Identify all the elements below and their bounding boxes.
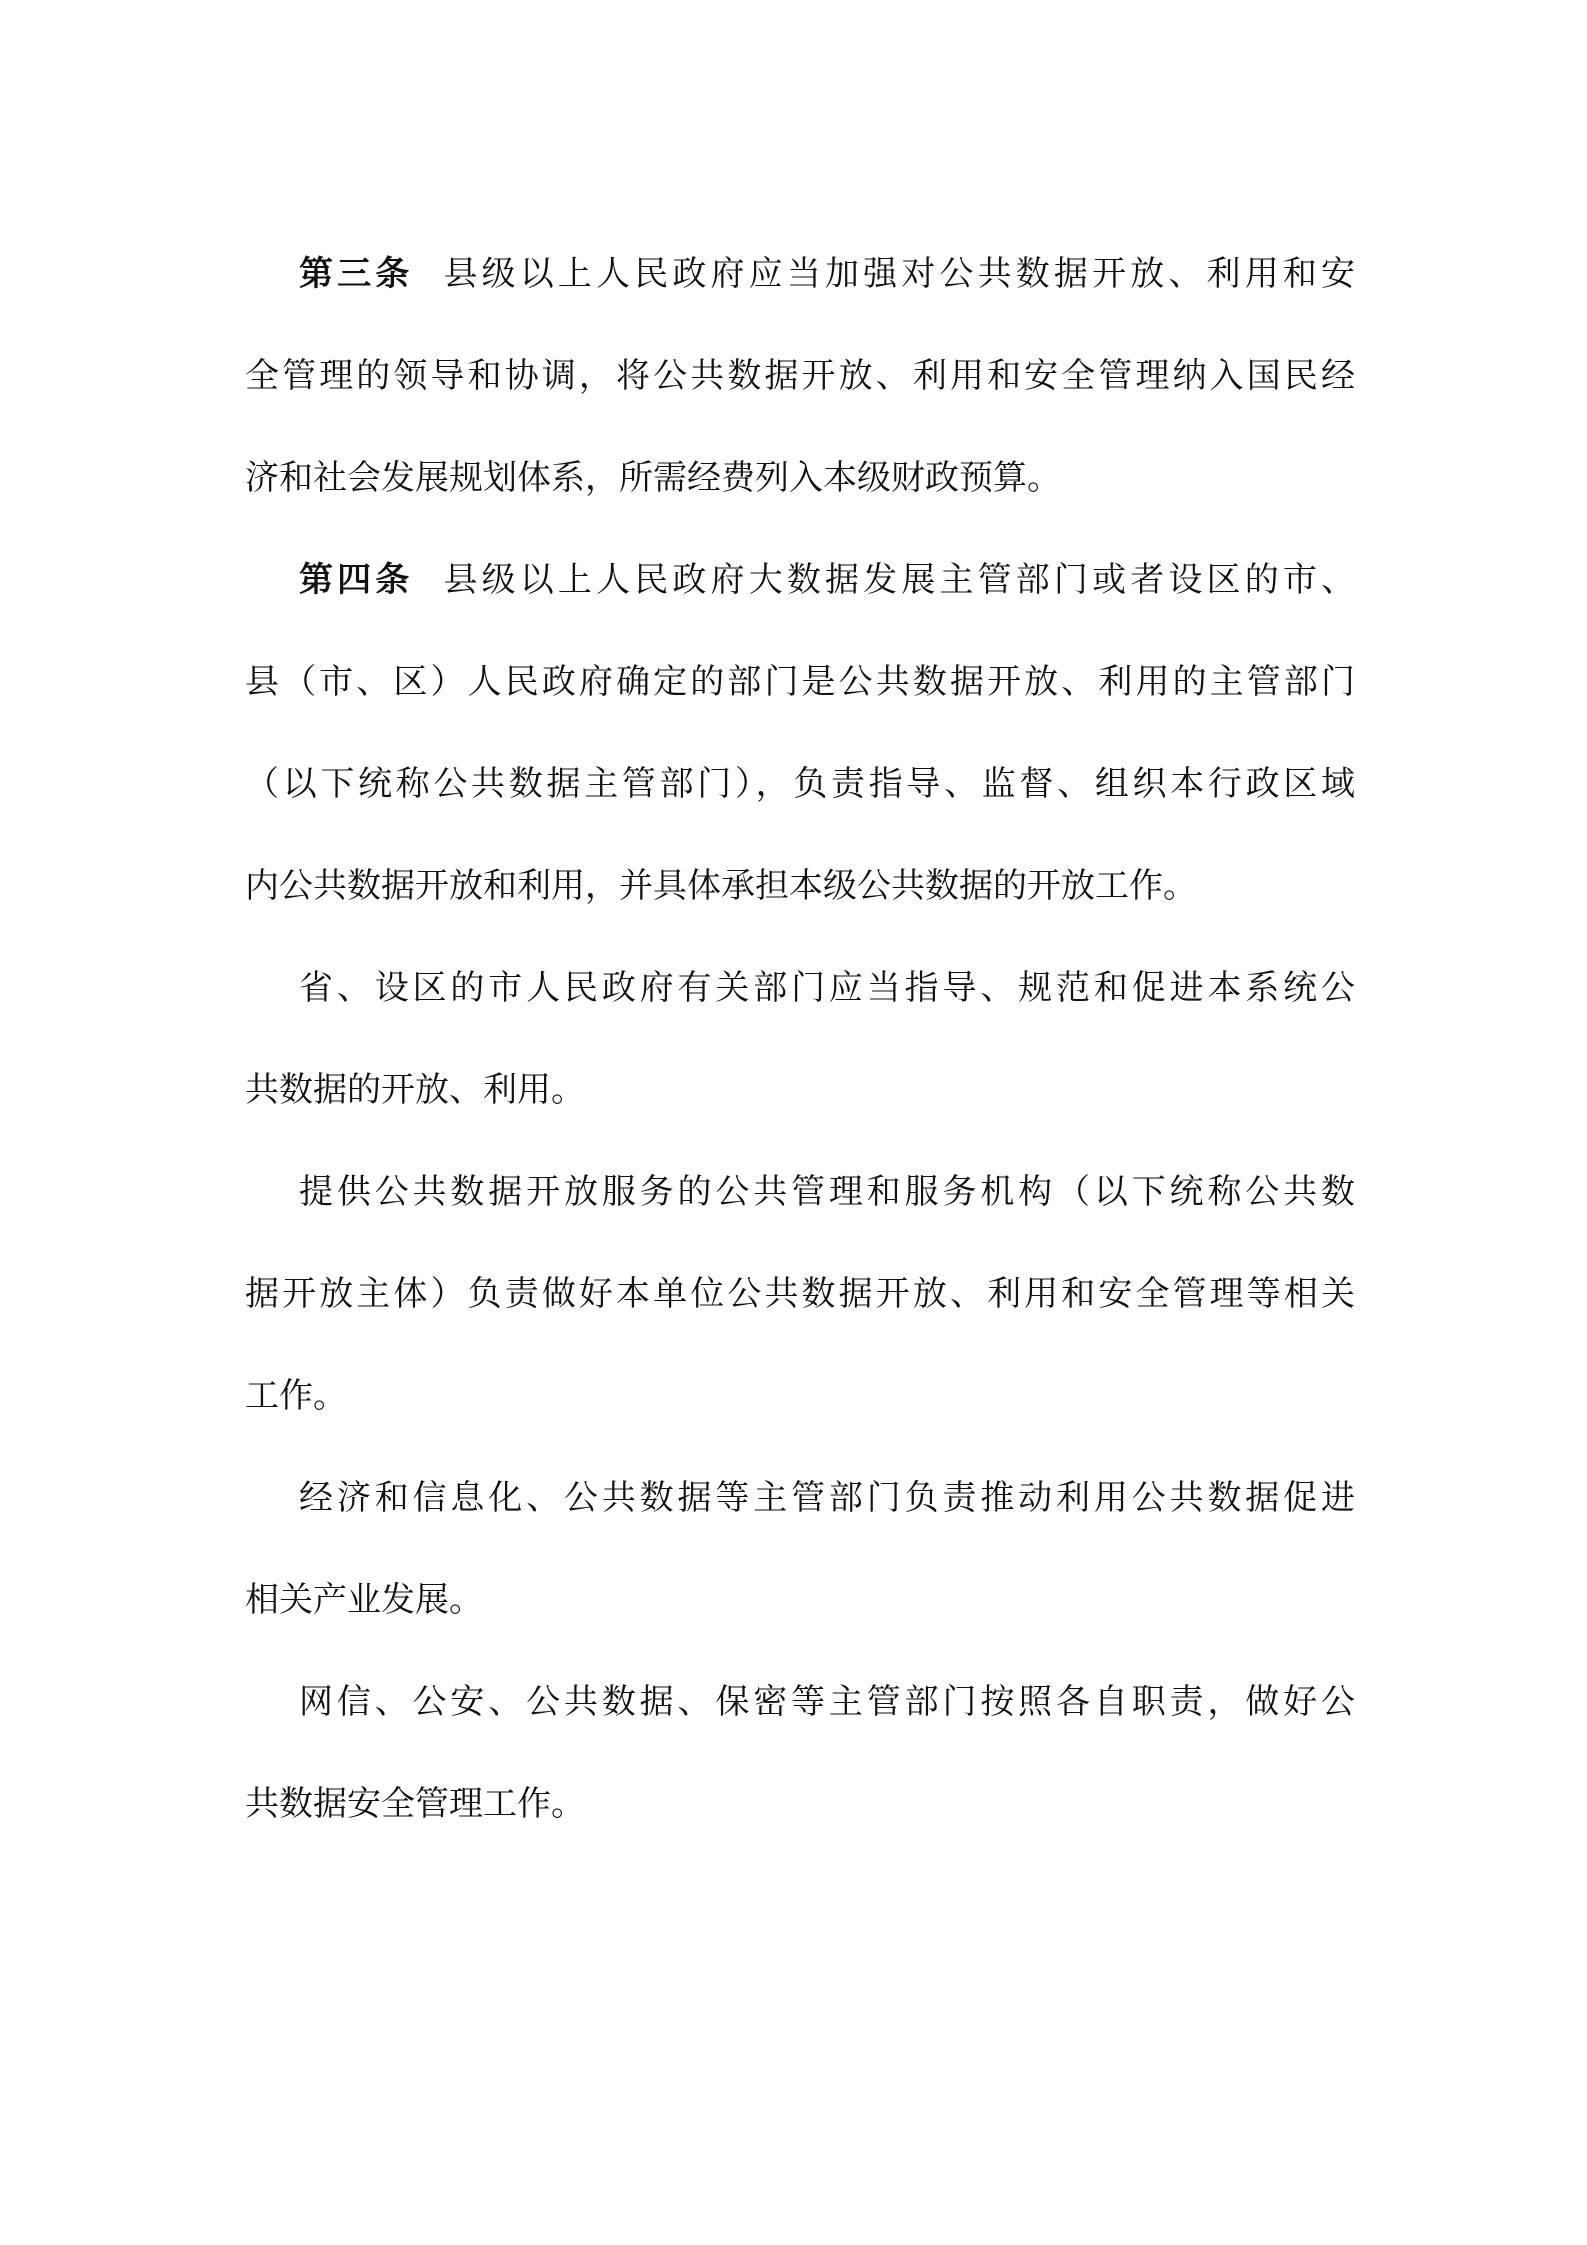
- paragraph-4-line-2: 共数据安全管理工作。: [245, 1784, 585, 1824]
- article-4-line-1: [245, 529, 1355, 631]
- article-3-line-2: 全管理的领导和协调，将公共数据开放、利用和安全管理纳入国民经: [245, 356, 1355, 396]
- article-4-line-3: （以下统称公共数据主管部门），负责指导、监督、组织本行政区域: [245, 764, 1355, 804]
- paragraph-3-line-2: 相关产业发展。: [245, 1580, 483, 1620]
- article-4-line-2: 县（市、区）人民政府确定的部门是公共数据开放、利用的主管部门: [245, 662, 1355, 702]
- paragraph-2-line-3: 工作。: [245, 1376, 347, 1416]
- paragraph-2-line-2: 据开放主体）负责做好本单位公共数据开放、利用和安全管理等相关: [245, 1274, 1355, 1314]
- paragraph-4-line-1: 网信、公安、公共数据、保密等主管部门按照各自职责，做好公: [299, 1682, 1355, 1722]
- article-4-line-4: 内公共数据开放和利用，并具体承担本级公共数据的开放工作。: [245, 866, 1197, 906]
- article-4-text: 县级以上人民政府大数据发展主管部门或者设区的市、: [443, 560, 1356, 600]
- document-body: [245, 223, 1355, 1855]
- paragraph-3-line-1: 经济和信息化、公共数据等主管部门负责推动利用公共数据促进: [299, 1478, 1355, 1518]
- paragraph-1-line-1: 省、设区的市人民政府有关部门应当指导、规范和促进本系统公: [299, 968, 1355, 1008]
- article-4-heading: 第四条: [299, 560, 414, 600]
- article-3-text: 县级以上人民政府应当加强对公共数据开放、利用和安: [443, 254, 1356, 294]
- article-3-heading: 第三条: [299, 254, 414, 294]
- paragraph-2-line-1: 提供公共数据开放服务的公共管理和服务机构（以下统称公共数: [299, 1172, 1355, 1212]
- article-3-line-1: [245, 223, 1355, 325]
- article-3-line-3: 济和社会发展规划体系，所需经费列入本级财政预算。: [245, 458, 1061, 498]
- paragraph-1-line-2: 共数据的开放、利用。: [245, 1070, 585, 1110]
